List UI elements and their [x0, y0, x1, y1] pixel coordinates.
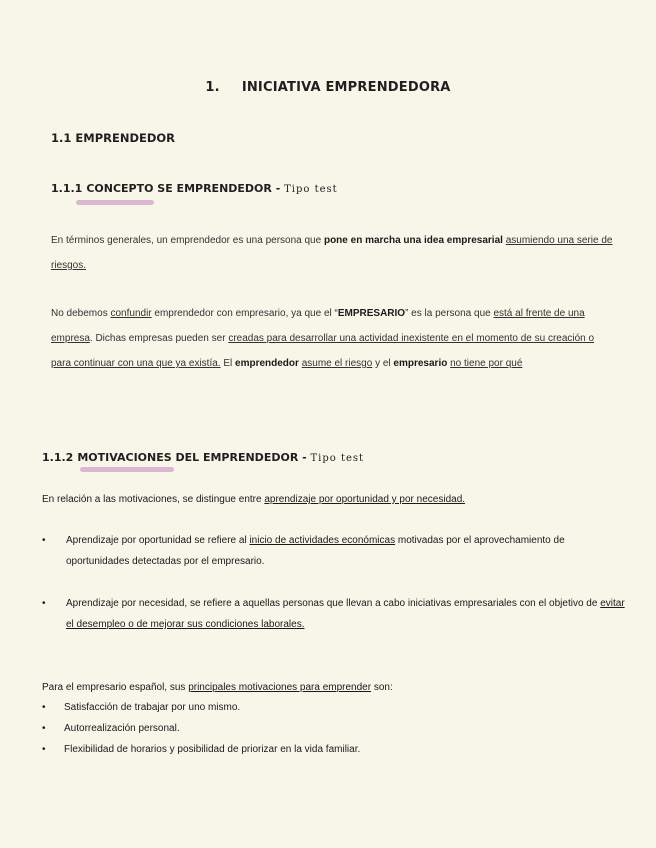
bullet: •: [42, 744, 46, 755]
text: motivadas por el aprovechamiento de oportunidades detectadas por el empresario.: [66, 535, 565, 567]
bullet: •: [42, 702, 46, 713]
section-title: MOTIVACIONES DEL EMPRENDEDOR -: [77, 451, 311, 464]
list-item: [42, 598, 628, 642]
underlined-text: confundir: [110, 308, 152, 319]
text: En relación a las motivaciones, se distingue entre: [42, 494, 265, 505]
list-item: [42, 535, 628, 579]
bold-text: empresario: [393, 358, 448, 369]
list-item: [42, 697, 602, 718]
text: ” es la persona que: [405, 308, 494, 319]
bullet: •: [42, 598, 46, 609]
bullet: •: [42, 535, 46, 546]
section-number: 1.1.1: [51, 182, 83, 195]
motivations-list: [42, 697, 602, 760]
underlined-text: aprendizaje por oportunidad y por necesidad.: [264, 494, 466, 505]
underlined-text: no tiene por qué: [450, 358, 523, 369]
section-title: CONCEPTO SE EMPRENDEDOR -: [86, 182, 285, 195]
bullet: •: [42, 723, 46, 734]
section-tag: Tipo test: [310, 453, 365, 464]
bold-text: pone en marcha una idea empresarial: [323, 235, 503, 246]
highlight-mark: [80, 467, 174, 472]
underlined-text: evitar el desempleo o de mejorar sus condiciones laborales.: [66, 598, 625, 630]
underlined-text: asume el riesgo: [301, 358, 373, 369]
section-title: EMPRENDEDOR: [75, 131, 176, 145]
text: son:: [371, 682, 393, 693]
paragraph-motivaciones-intro: [42, 494, 465, 505]
underlined-text: está al frente de una empresa: [51, 308, 585, 344]
paragraph-empresario-espanol: [42, 682, 393, 693]
list-item-text: [66, 530, 628, 572]
section-heading-1-1-1: [51, 182, 338, 195]
paragraph-empresario: [51, 301, 616, 376]
underlined-text: principales motivaciones para emprender: [188, 682, 372, 693]
list-item-text: [66, 593, 628, 635]
text: No debemos: [51, 308, 111, 319]
list-item: [42, 718, 602, 739]
section-number: 1.1: [51, 131, 72, 145]
paragraph-definition: [51, 228, 616, 278]
text: Para el empresario español, sus: [42, 682, 189, 693]
section-heading-1-1: [51, 131, 175, 145]
bold-text: EMPRESARIO: [337, 308, 406, 319]
text: El: [220, 358, 236, 369]
list-item-text: Satisfacción de trabajar por uno mismo.: [64, 702, 241, 713]
underlined-text: inicio de actividades económicas: [249, 535, 396, 546]
text: y el: [372, 358, 394, 369]
section-number: 1.1.2: [42, 451, 74, 464]
section-tag: Tipo test: [284, 184, 338, 195]
title-text: INICIATIVA EMPRENDEDORA: [241, 80, 451, 95]
text: En términos generales, un emprendedor es una persona que: [51, 235, 324, 246]
list-item: [42, 739, 602, 760]
text: Aprendizaje por oportunidad se refiere al: [66, 535, 250, 546]
section-heading-1-1-2: [42, 451, 364, 464]
list-item-text: Autorrealización personal.: [64, 723, 180, 734]
underlined-text: creadas para desarrollar una actividad inexistente en el momento de su creación o para continuar con una que ya existía.: [51, 333, 595, 369]
bold-text: emprendedor: [235, 358, 299, 369]
page-title: [0, 80, 656, 95]
title-number: 1.: [205, 80, 220, 95]
underlined-text: asumiendo una serie de riesgos.: [51, 235, 613, 271]
text: emprendedor con empresario, ya que el “: [151, 308, 338, 319]
highlight-mark: [76, 200, 154, 205]
text: Aprendizaje por necesidad, se refiere a aquellas personas que llevan a cabo iniciativas empresariales con el objetivo de: [66, 598, 601, 609]
text: . Dichas empresas pueden ser: [89, 333, 229, 344]
list-item-text: Flexibilidad de horarios y posibilidad de priorizar en la vida familiar.: [64, 744, 361, 755]
